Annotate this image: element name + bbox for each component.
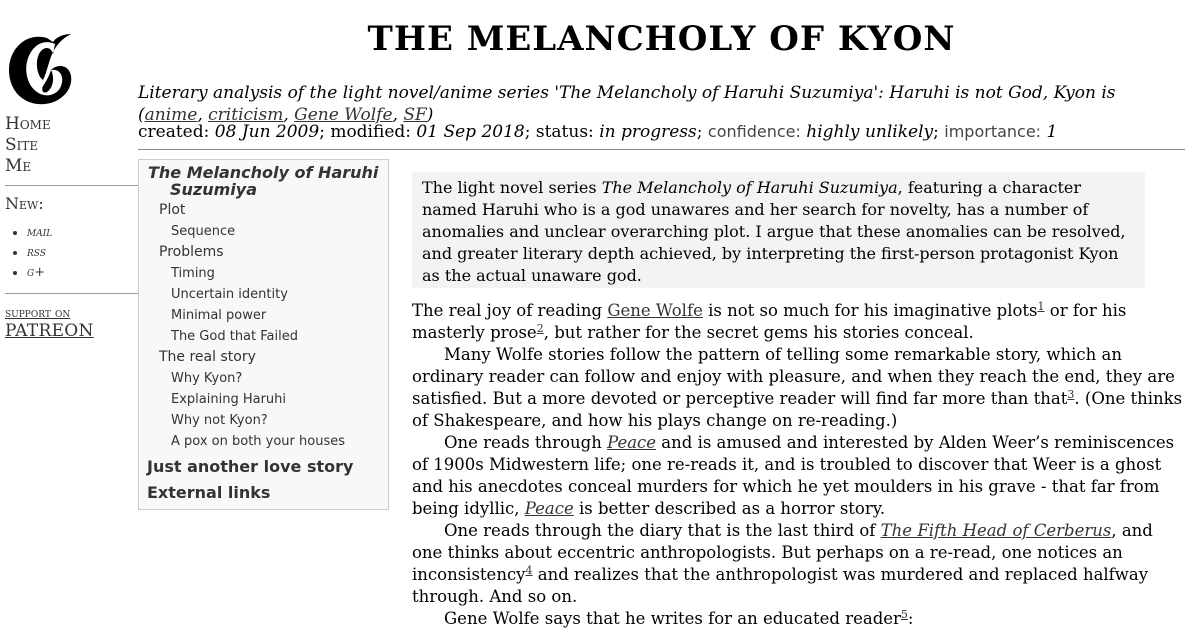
footnote-ref — [1038, 300, 1045, 313]
paragraph-3 — [412, 432, 1184, 520]
body-text: Many Wolfe stories follow the pattern of telling some remarkable story, which an ordinary reader can follow and enjoy with pleasure, and when they reach the end, they are satisfied. But a more devoted or perceptive reader will find far more than that — [412, 345, 1175, 408]
mail-link[interactable]: mail — [27, 225, 53, 240]
header-divider — [138, 149, 1185, 150]
gene-wolfe-link[interactable]: Gene Wolfe — [607, 301, 703, 320]
footnote-4-link[interactable]: 4 — [525, 564, 533, 577]
toc-item-explaining-haruhi[interactable]: Explaining Haruhi — [171, 392, 287, 407]
toc-item-real-story[interactable]: The real story — [159, 349, 256, 365]
body-text: The real joy of reading — [412, 301, 608, 320]
patreon-support-link[interactable]: support on — [5, 306, 71, 321]
importance-value: 1 — [1046, 122, 1058, 142]
toc-item-why-kyon[interactable]: Why Kyon? — [171, 371, 243, 386]
modified-label: ; modified: — [319, 122, 412, 142]
new-link-gplus-item — [27, 263, 138, 283]
body-text: or for his masterly prose — [412, 301, 1127, 342]
meta-separator: ; — [933, 122, 939, 142]
paragraph-1 — [412, 300, 1184, 344]
footnote-5-link[interactable]: 5 — [900, 608, 908, 621]
body-text: One reads through the diary that is the last third of — [444, 521, 881, 540]
body-text: Gene Wolfe says that he writes for an educated reader — [444, 609, 901, 628]
description-text: Literary analysis of the light novel/anime series 'The Melancholy of Haruhi Suzumiya': Haruhi is not God, Kyon is ( — [138, 83, 1116, 125]
footnote-2-link[interactable]: 2 — [536, 322, 544, 335]
site-logo[interactable] — [7, 30, 75, 108]
nav-site-link[interactable]: Site — [5, 135, 39, 155]
new-links-list — [5, 223, 138, 283]
abstract-text-post: , featuring a character named Haruhi who is a god unawares and her search for novelty, has a number of anomalies and unclear overarching plot. I argue that these anomalies can be resolved, and greater literary depth achieved, by interpreting the first-person protagonist Kyon as the actual unaware god. — [422, 178, 1126, 285]
sidebar-divider-2 — [5, 293, 138, 294]
tag-separator: , — [392, 105, 404, 125]
body-text: and is amused and interested by Alden Weer’s reminiscences of 1900s Midwestern life; one re-reads it, and is troubled to discover that Weer is a ghost and his anecdotes conceal murders for which he yet moulders in his grave - that far from being idyllic, — [412, 433, 1175, 518]
table-of-contents — [138, 159, 389, 510]
body-text: : — [907, 609, 914, 628]
confidence-value: highly unlikely — [806, 122, 934, 142]
paragraph-2 — [412, 344, 1184, 432]
modified-date: 01 Sep 2018 — [416, 122, 525, 142]
description-close: ) — [426, 105, 434, 125]
importance-label[interactable]: importance: — [944, 122, 1042, 141]
peace-link[interactable]: Peace — [607, 433, 657, 452]
body-text: , and one thinks about eccentric anthropologists. But perhaps on a re-read, one notices an inconsistency — [412, 521, 1153, 584]
body-text: is better described as a horror story. — [573, 499, 886, 518]
gplus-link[interactable]: g+ — [27, 265, 46, 280]
tag-link-sf[interactable]: SF — [403, 105, 427, 125]
tag-link-gene-wolfe[interactable]: Gene Wolfe — [294, 105, 393, 125]
sidebar — [5, 30, 138, 341]
toc-item-pox[interactable]: A pox on both your houses — [171, 434, 345, 449]
toc-title-line2: Suzumiya — [170, 180, 257, 199]
paragraph-5 — [412, 608, 1184, 630]
article-body — [412, 300, 1184, 630]
fifth-head-link[interactable]: The Fifth Head of Cerberus — [880, 521, 1112, 540]
abstract-text-pre: The light novel series — [422, 178, 602, 197]
nav-home-link[interactable]: Home — [5, 114, 51, 134]
toc-item-timing[interactable]: Timing — [171, 266, 215, 281]
toc-item-why-not-kyon[interactable]: Why not Kyon? — [171, 413, 268, 428]
toc-item-minimal-power[interactable]: Minimal power — [171, 308, 267, 323]
abstract — [412, 172, 1145, 288]
footnote-ref — [537, 322, 544, 335]
toc-item-love-story[interactable]: Just another love story — [147, 457, 354, 476]
peace-link-2[interactable]: Peace — [524, 499, 574, 518]
paragraph-4 — [412, 520, 1184, 608]
abstract-title: The Melancholy of Haruhi Suzumiya — [601, 178, 898, 197]
footnote-ref — [526, 564, 533, 577]
body-text: is not so much for his imaginative plots — [702, 301, 1038, 320]
tag-separator: , — [283, 105, 295, 125]
toc-title-line1: The Melancholy of Haruhi — [148, 163, 379, 182]
toc-item-problems[interactable]: Problems — [159, 244, 224, 260]
tag-link-criticism[interactable]: criticism — [208, 105, 284, 125]
created-date: 08 Jun 2009 — [214, 122, 320, 142]
created-label: created: — [138, 122, 210, 142]
rss-link[interactable]: rss — [27, 245, 46, 260]
meta-separator: ; — [696, 122, 703, 142]
footnote-3-link[interactable]: 3 — [1067, 388, 1075, 401]
status-label: ; status: — [524, 122, 594, 142]
nav-me-link[interactable]: Me — [5, 156, 32, 176]
body-text: . (One thinks of Shakespeare, and how his plays change on re-reading.) — [412, 389, 1183, 430]
new-link-rss-item — [27, 243, 138, 263]
tag-link-anime[interactable]: anime — [144, 105, 198, 125]
page-metadata — [138, 121, 1185, 143]
footnote-ref — [901, 608, 908, 621]
tag-separator: , — [197, 105, 209, 125]
toc-item-god-that-failed[interactable]: The God that Failed — [171, 329, 298, 344]
toc-item-plot[interactable]: Plot — [159, 202, 186, 218]
footnote-1-link[interactable]: 1 — [1037, 300, 1045, 313]
body-text: , but rather for the secret gems his stories conceal. — [543, 323, 974, 342]
toc-item-title[interactable] — [139, 160, 388, 198]
toc-item-sequence[interactable]: Sequence — [171, 224, 236, 239]
confidence-label[interactable]: confidence: — [707, 122, 801, 141]
status-value: in progress — [599, 122, 697, 142]
patreon-link[interactable]: PATREON — [5, 321, 94, 341]
page-description — [138, 82, 1185, 126]
toc-item-uncertain-identity[interactable]: Uncertain identity — [171, 287, 288, 302]
body-text: and realizes that the anthropologist was murdered and replaced halfway through. And so on. — [412, 565, 1149, 606]
new-link-mail-item — [27, 223, 138, 243]
page-title: THE MELANCHOLY OF KYON — [367, 19, 956, 59]
new-heading: New: — [5, 194, 44, 213]
body-text: One reads through — [444, 433, 608, 452]
toc-item-external-links[interactable]: External links — [147, 483, 271, 502]
sidebar-divider — [5, 185, 138, 186]
